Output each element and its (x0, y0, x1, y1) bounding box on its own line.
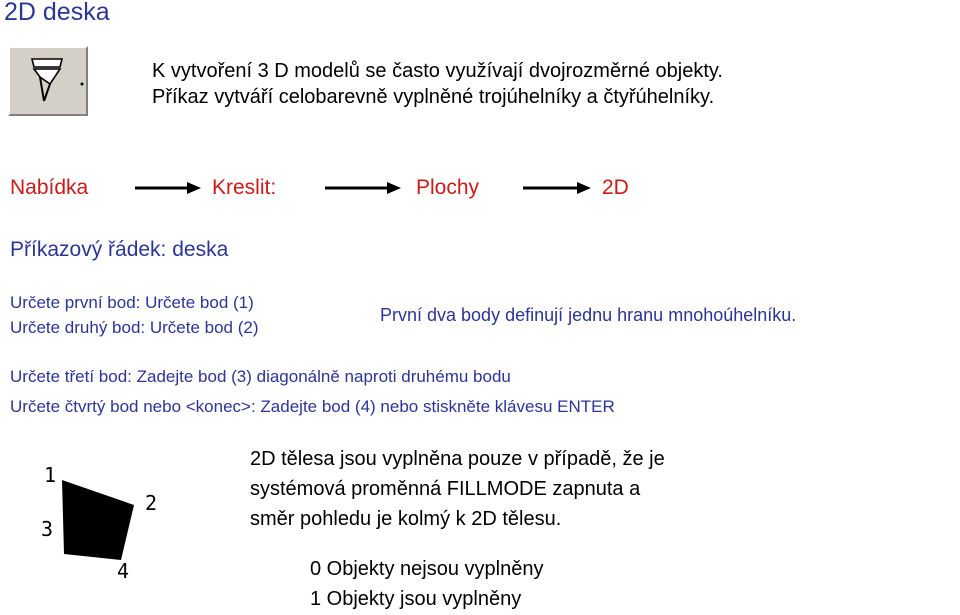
intro-line-1: K vytvoření 3 D modelů se často využívají dvojrozměrné objekty. (152, 60, 723, 82)
filled-quadrilateral (62, 480, 134, 560)
arrow-right-icon (325, 181, 403, 195)
point-label-1: 1 (44, 463, 57, 487)
point-label-4: 4 (117, 559, 130, 583)
fill-note-line-2: systémová proměnná FILLMODE zapnuta a (250, 478, 641, 500)
edge-note: První dva body definují jednu hranu mnohoúhelníku. (380, 305, 797, 325)
2d-solid-tool-button[interactable] (8, 46, 88, 116)
menu-path-item-plochy: Plochy (416, 176, 480, 199)
page-title: 2D deska (4, 0, 110, 26)
command-label: Příkazový řádek: (10, 238, 173, 261)
arrow-right-icon (135, 181, 203, 195)
menu-path-item-kreslit: Kreslit: (212, 176, 277, 199)
fill-note-line-3: směr pohledu je kolmý k 2D tělesu. (250, 508, 562, 530)
fillmode-option-0: 0 Objekty nejsou vyplněny (310, 558, 544, 580)
point-label-3: 3 (41, 517, 54, 541)
menu-path-item-2d: 2D (602, 176, 629, 199)
fill-note-line-1: 2D tělesa jsou vyplněna pouze v případě, že je (250, 448, 665, 470)
prompt-step-4: Určete čtvrtý bod nebo <konec>: Zadejte bod (4) nebo stiskněte klávesu ENTER (10, 397, 615, 416)
intro-line-2: Příkaz vytváří celobarevně vyplněné trojúhelníky a čtyřúhelníky. (152, 86, 715, 108)
prompt-step-2: Určete druhý bod: Určete bod (2) (10, 318, 259, 337)
menu-path-item-nabidka: Nabídka (10, 176, 89, 199)
point-label-2: 2 (145, 491, 158, 515)
2d-solid-icon (10, 48, 86, 114)
fillmode-option-1: 1 Objekty jsou vyplněny (310, 588, 522, 610)
command-line (10, 238, 228, 262)
arrow-right-icon (523, 181, 593, 195)
prompt-step-3: Určete třetí bod: Zadejte bod (3) diagonálně naproti druhému bodu (10, 367, 511, 386)
solid-point-order-diagram (36, 458, 166, 583)
prompt-step-1: Určete první bod: Určete bod (1) (10, 293, 254, 312)
command-value: deska (172, 238, 229, 261)
